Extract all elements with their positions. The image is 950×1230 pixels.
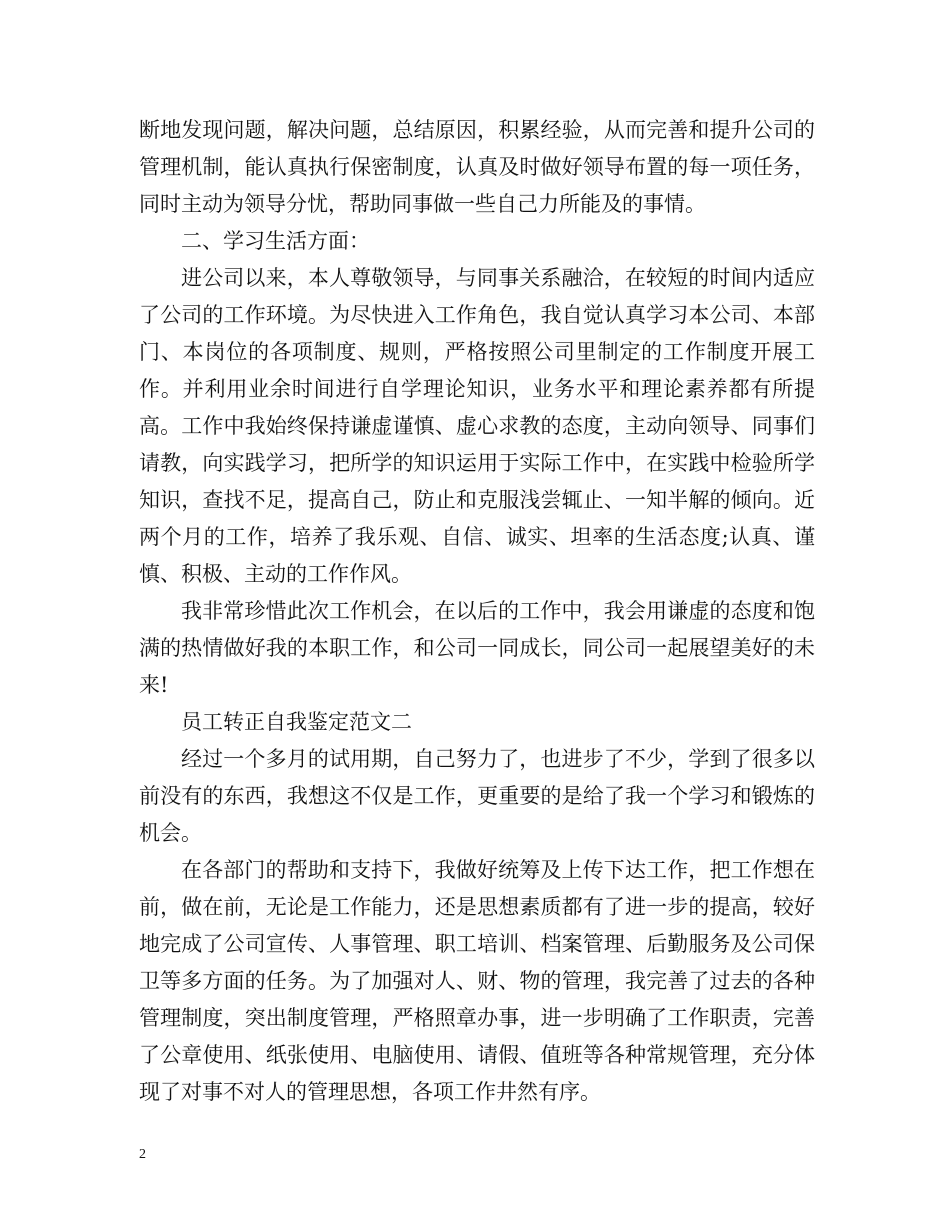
paragraph-4: 我非常珍惜此次工作机会，在以后的工作中，我会用谦虚的态度和饱满的热情做好我的本职工作，和公司一同成长，同公司一起展望美好的未来! [139, 599, 815, 697]
paragraph-1: 断地发现问题，解决问题，总结原因，积累经验，从而完善和提升公司的管理机制，能认真执行保密制度，认真及时做好领导布置的每一项任务，同时主动为领导分忧，帮助同事做一些自己力所能及的事情。 [139, 118, 815, 216]
document-body [139, 112, 815, 1111]
section-heading-sample-two: 员工转正自我鉴定范文二 [181, 710, 412, 734]
paragraph-6: 经过一个多月的试用期，自己努力了，也进步了不少，学到了很多以前没有的东西，我想这不仅是工作，更重要的是给了我一个学习和锻炼的机会。 [139, 747, 815, 845]
page-number: 2 [139, 1147, 146, 1162]
paragraph-3: 进公司以来，本人尊敬领导，与同事关系融洽，在较短的时间内适应了公司的工作环境。为尽快进入工作角色，我自觉认真学习本公司、本部门、本岗位的各项制度、规则，严格按照公司里制定的工作制度开展工作。并利用业余时间进行自学理论知识，业务水平和理论素养都有所提高。工作中我始终保持谦虚谨慎、虚心求教的态度，主动向领导、同事们请教，向实践学习，把所学的知识运用于实际工作中，在实践中检验所学知识，查找不足，提高自己，防止和克服浅尝辄止、一知半解的倾向。近两个月的工作，培养了我乐观、自信、诚实、坦率的生活态度;认真、谨慎、积极、主动的工作作风。 [139, 266, 815, 586]
section-heading-study-life: 二、学习生活方面： [181, 229, 370, 253]
paragraph-7: 在各部门的帮助和支持下，我做好统筹及上传下达工作，把工作想在前，做在前，无论是工作能力，还是思想素质都有了进一步的提高，较好地完成了公司宣传、人事管理、职工培训、档案管理、后勤服务及公司保卫等多方面的任务。为了加强对人、财、物的管理，我完善了过去的各种管理制度，突出制度管理，严格照章办事，进一步明确了工作职责，完善了公章使用、纸张使用、电脑使用、请假、值班等各种常规管理，充分体现了对事不对人的管理思想，各项工作井然有序。 [139, 858, 815, 1104]
